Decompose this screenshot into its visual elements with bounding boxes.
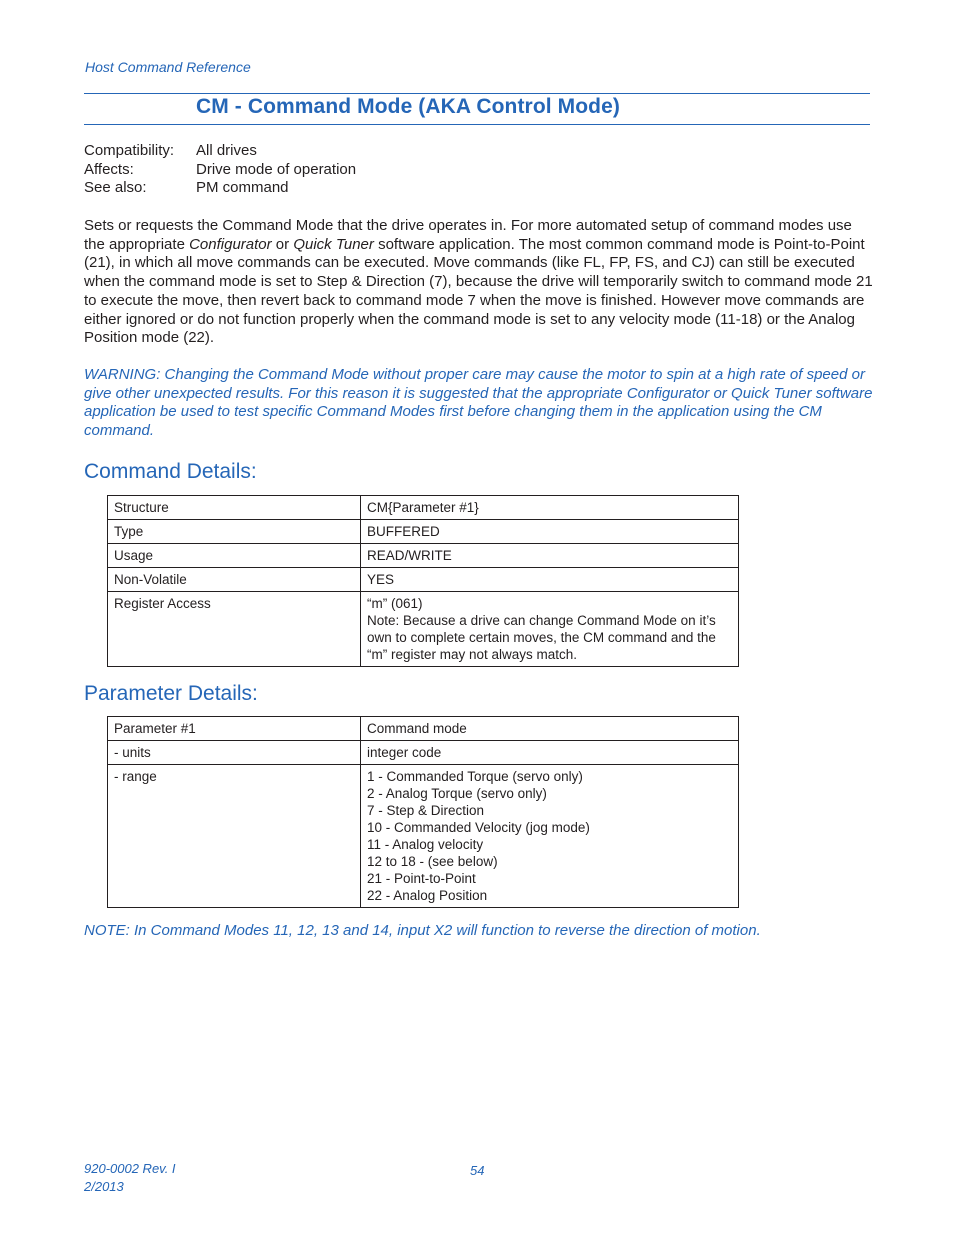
- page-number: 54: [470, 1163, 485, 1178]
- table-row: [108, 765, 739, 908]
- table-cell-value: Command mode: [361, 717, 739, 741]
- meta-row: [84, 142, 356, 161]
- parameter-details-heading: Parameter Details:: [84, 682, 258, 705]
- title-bottom-rule: [84, 124, 870, 125]
- table-cell-value: CM{Parameter #1}: [361, 496, 739, 520]
- table-row: [108, 592, 739, 667]
- command-details-heading: Command Details:: [84, 460, 257, 483]
- doc-number: 920-0002 Rev. I: [84, 1161, 176, 1176]
- compatibility-block: [84, 142, 356, 198]
- meta-value: All drives: [196, 142, 257, 159]
- meta-key: Affects:: [84, 160, 134, 178]
- table-cell-value: integer code: [361, 741, 739, 765]
- configurator-term: Configurator: [189, 235, 272, 253]
- section-reference: Host Command Reference: [85, 59, 251, 75]
- doc-date: 2/2013: [84, 1179, 124, 1194]
- table-cell-label: - units: [108, 741, 361, 765]
- meta-key: Compatibility:: [84, 142, 175, 159]
- command-details-table: [107, 495, 739, 667]
- table-row: [108, 568, 739, 592]
- table-cell-label: Register Access: [108, 592, 361, 667]
- description-text: software application. The most common command mode is Point-to-Point (21), in which all move commands can be executed. Move commands (like FL, FP, FS, and CJ) can still be executed when the command mode is set to Step & Direction (7), because the drive will temporarily switch to command mode 21 to execute the move, then revert back to command mode 7 when the move is finished. However move commands are either ignored or do not function properly when the command mode is set to any velocity mode (11-18) or the Analog Position mode (22).: [84, 235, 873, 347]
- meta-row: [84, 161, 356, 180]
- warning-paragraph: WARNING: Changing the Command Mode without proper care may cause the motor to spin at a high rate of speed or give other unexpected results. For this reason it is suggested that the appropriate Configurator or Quick Tuner software application be used to test specific Command Modes first before changing them in the application using the CM command.: [84, 366, 873, 440]
- table-cell-value: READ/WRITE: [361, 544, 739, 568]
- table-cell-label: Non-Volatile: [108, 568, 361, 592]
- quick-tuner-term: Quick Tuner: [293, 235, 374, 253]
- description-text: Sets or requests the Command Mode that the drive operates in. For more automated setup of command modes use the appropriate: [84, 217, 852, 253]
- table-cell-label: - range: [108, 765, 361, 908]
- title-top-rule: [84, 93, 870, 94]
- table-cell-value: “m” (061) Note: Because a drive can change Command Mode on it’s own to complete certain moves, the CM command and the “m” register may not always match.: [361, 592, 739, 667]
- table-cell-value: YES: [361, 568, 739, 592]
- table-cell-label: Parameter #1: [108, 717, 361, 741]
- table-cell-label: Structure: [108, 496, 361, 520]
- meta-value: Drive mode of operation: [196, 160, 357, 178]
- table-cell-value: BUFFERED: [361, 520, 739, 544]
- table-row: [108, 717, 739, 741]
- table-cell-label: Type: [108, 520, 361, 544]
- note-paragraph: NOTE: In Command Modes 11, 12, 13 and 14, input X2 will function to reverse the direction of motion.: [84, 922, 761, 939]
- description-paragraph: [84, 217, 874, 348]
- meta-value: PM command: [196, 179, 289, 196]
- table-cell-label: Usage: [108, 544, 361, 568]
- description-text: or: [271, 235, 294, 253]
- meta-row: [84, 179, 356, 198]
- parameter-details-table: [107, 716, 739, 908]
- table-row: [108, 544, 739, 568]
- table-cell-value: 1 - Commanded Torque (servo only) 2 - Analog Torque (servo only) 7 - Step & Direction 10 - Commanded Velocity (jog mode) 11 - Analog velocity 12 to 18 - (see below) 21 - Point-to-Point 22 - Analog Position: [361, 765, 739, 908]
- meta-key: See also:: [84, 179, 147, 196]
- footer-doc-info: [84, 1160, 176, 1196]
- page-title: CM - Command Mode (AKA Control Mode): [196, 95, 620, 118]
- table-row: [108, 741, 739, 765]
- table-row: [108, 496, 739, 520]
- table-row: [108, 520, 739, 544]
